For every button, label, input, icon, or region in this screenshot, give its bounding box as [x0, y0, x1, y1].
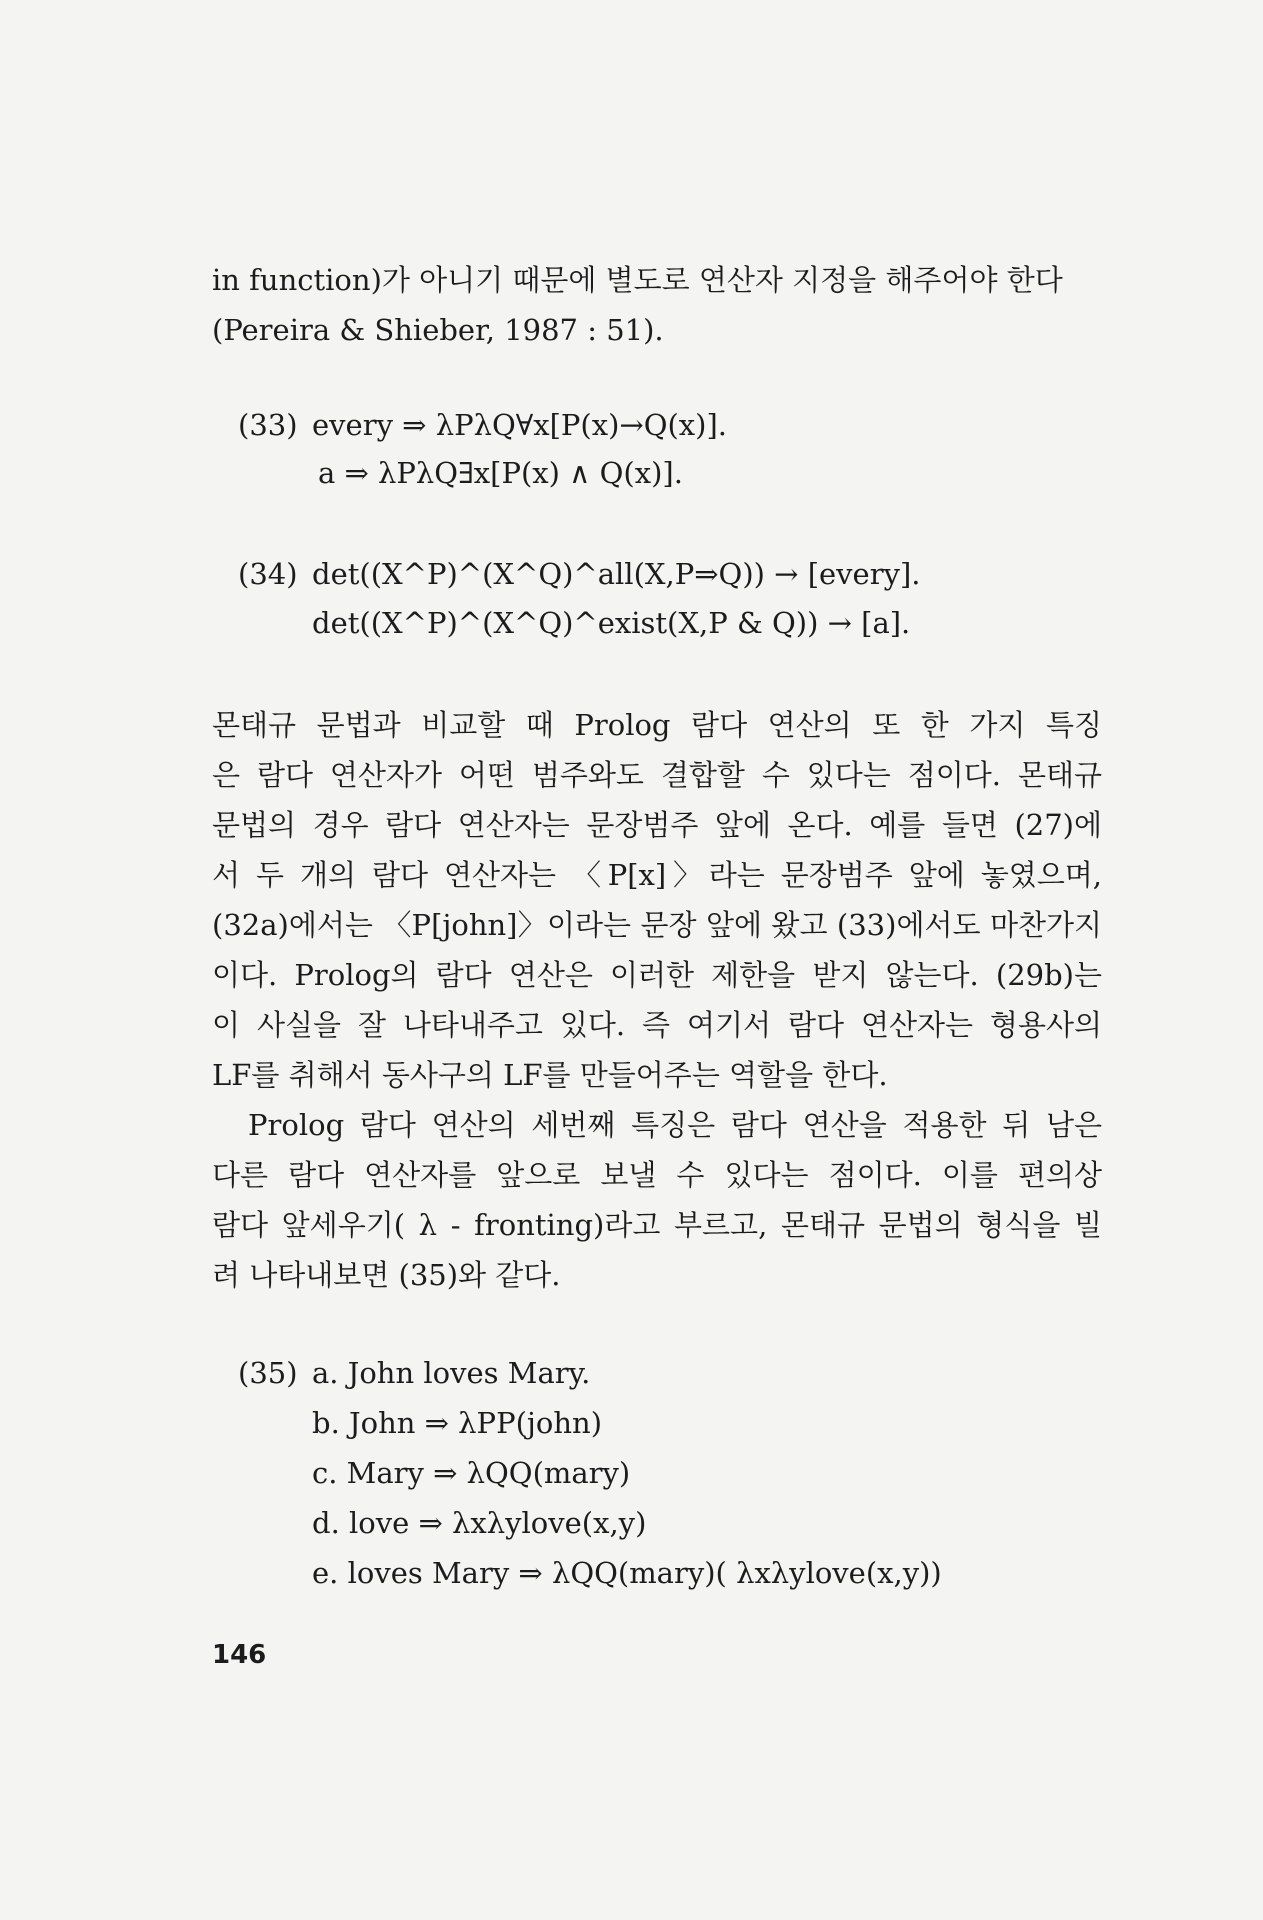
paragraph-2-line: 람다 앞세우기( λ - fronting)라고 부르고, 몬태규 문법의 형식을 빌 — [212, 1208, 1102, 1242]
paragraph-1-line: LF를 취해서 동사구의 LF를 만들어주는 역할을 한다. — [212, 1058, 888, 1092]
paragraph-2-line: 다른 람다 연산자를 앞으로 보낼 수 있다는 점이다. 이를 편의상 — [212, 1158, 1102, 1192]
example-33-line-1: every ⇒ λPλQ∀x[P(x)→Q(x)]. — [312, 408, 727, 442]
example-35-item-c: c. Mary ⇒ λQQ(mary) — [312, 1456, 631, 1490]
paragraph-2-line: Prolog 람다 연산의 세번째 특징은 람다 연산을 적용한 뒤 남은 — [248, 1108, 1102, 1142]
example-35-item-d: d. love ⇒ λxλylove(x,y) — [312, 1506, 647, 1540]
paragraph-1-line: 몬태규 문법과 비교할 때 Prolog 람다 연산의 또 한 가지 특징 — [212, 708, 1102, 742]
paragraph-2 — [212, 1100, 1102, 1300]
page-number: 146 — [212, 1640, 267, 1670]
example-34-line-2: det((X^P)^(X^Q)^exist(X,P & Q)) → [a]. — [312, 606, 911, 640]
paragraph-1-line: 문법의 경우 람다 연산자는 문장범주 앞에 온다. 예를 들면 (27)에 — [212, 808, 1102, 842]
example-35-item-a: a. John loves Mary. — [312, 1356, 591, 1390]
example-35-item-e: e. loves Mary ⇒ λQQ(mary)( λxλylove(x,y)) — [312, 1556, 942, 1590]
paragraph-1 — [212, 700, 1102, 1100]
example-33-number: (33) — [238, 408, 298, 442]
paragraph-1-line: 이다. Prolog의 람다 연산은 이러한 제한을 받지 않는다. (29b)는 — [212, 958, 1102, 992]
paragraph-1-line: 은 람다 연산자가 어떤 범주와도 결합할 수 있다는 점이다. 몬태규 — [212, 758, 1102, 792]
paragraph-1-line: (32a)에서는 〈P[john]〉이라는 문장 앞에 왔고 (33)에서도 마찬가지 — [212, 908, 1102, 942]
paragraph-1-line: 서 두 개의 람다 연산자는 〈P[x]〉라는 문장범주 앞에 놓였으며, — [212, 858, 1102, 892]
example-34-line-1: det((X^P)^(X^Q)^all(X,P⇒Q)) → [every]. — [312, 557, 921, 591]
paragraph-1-line: 이 사실을 잘 나타내주고 있다. 즉 여기서 람다 연산자는 형용사의 — [212, 1008, 1102, 1042]
example-34-number: (34) — [238, 557, 298, 591]
paragraph-2-line: 려 나타내보면 (35)와 같다. — [212, 1258, 561, 1292]
example-35-number: (35) — [238, 1356, 298, 1390]
example-35-item-b: b. John ⇒ λPP(john) — [312, 1406, 603, 1440]
intro-line-2: (Pereira & Shieber, 1987 : 51). — [212, 313, 664, 347]
example-33-line-2: a ⇒ λPλQ∃x[P(x) ∧ Q(x)]. — [318, 456, 683, 490]
intro-line-1: in function)가 아니기 때문에 별도로 연산자 지정을 해주어야 한다 — [212, 263, 1063, 297]
